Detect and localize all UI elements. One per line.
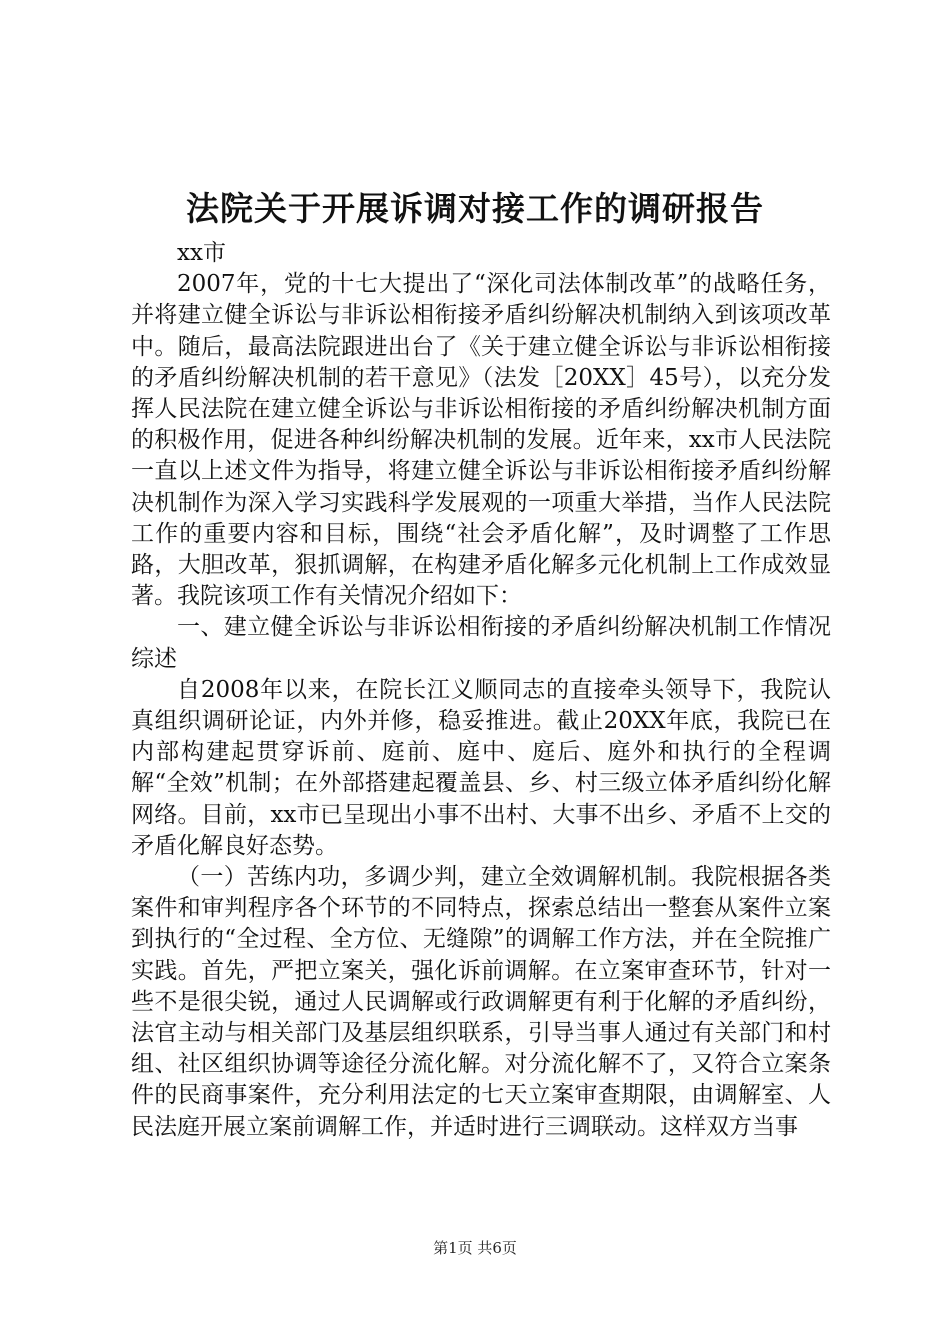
- paragraph-subsection-1: （一）苦练内功，多调少判，建立全效调解机制。我院根据各类案件和审判程序各个环节的不同特点，探索总结出一整套从案件立案到执行的“全过程、全方位、无缝隙”的调解工作方法，并在全院推广实践。首先，严把立案关，强化诉前调解。在立案审查环节，针对一些不是很尖锐，通过人民调解或行政调解更有利于化解的矛盾纠纷，法官主动与相关部门及基层组织联系，引导当事人通过有关部门和村组、社区组织协调等途径分流化解。对分流化解不了，又符合立案条件的民商事案件，充分利用法定的七天立案审查期限，由调解室、人民法庭开展立案前调解工作，并适时进行三调联动。这样双方当事: [131, 864, 831, 1140]
- paragraph-intro: 2007年，党的十七大提出了“深化司法体制改革”的战略任务，并将建立健全诉讼与非诉讼相衔接矛盾纠纷解决机制纳入到该项改革中。随后，最高法院跟进出台了《关于建立健全诉讼与非诉讼相衔接的矛盾纠纷解决机制的若干意见》（法发［20XX］45号），以充分发挥人民法院在建立健全诉讼与非诉讼相衔接的矛盾纠纷解决机制方面的积极作用，促进各种纠纷解决机制的发展。近年来，xx市人民法院一直以上述文件为指导，将建立健全诉讼与非诉讼相衔接矛盾纠纷解决机制作为深入学习实践科学发展观的一项重大举措，当作人民法院工作的重要内容和目标，围绕“社会矛盾化解”，及时调整了工作思路，大胆改革，狠抓调解，在构建矛盾化解多元化机制上工作成效显著。我院该项工作有关情况介绍如下：: [131, 271, 831, 610]
- author-line: xx市: [177, 240, 226, 266]
- paragraph-overview: 自2008年以来，在院长江义顺同志的直接牵头领导下，我院认真组织调研论证，内外并修，稳妥推进。截止20XX年底，我院已在内部构建起贯穿诉前、庭前、庭中、庭后、庭外和执行的全程调解“全效”机制；在外部搭建起覆盖县、乡、村三级立体矛盾纠纷化解网络。目前，xx市已呈现出小事不出村、大事不出乡、矛盾不上交的矛盾化解良好态势。: [131, 676, 831, 859]
- document-title: 法院关于开展诉调对接工作的调研报告: [186, 189, 764, 228]
- page-number-footer: 第1页 共6页: [433, 1239, 517, 1257]
- section-heading-1: 一、建立健全诉讼与非诉讼相衔接的矛盾纠纷解决机制工作情况综述: [131, 614, 831, 672]
- document-body: [131, 238, 831, 1143]
